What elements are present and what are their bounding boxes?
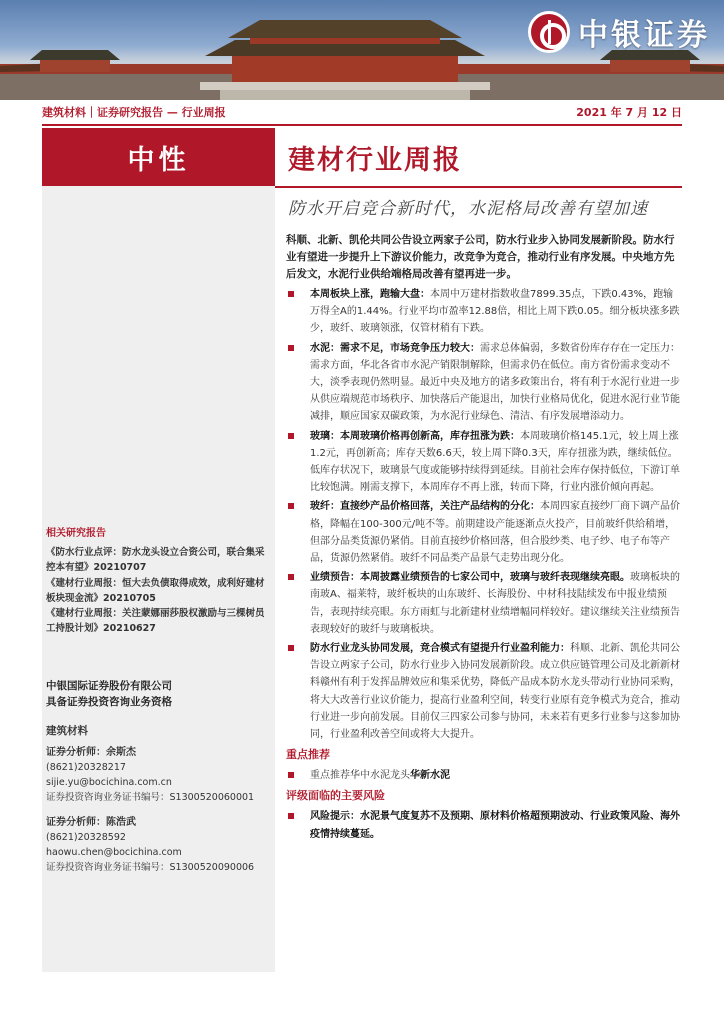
analyst-role: 证券分析师： xyxy=(46,817,106,828)
bullet-lead: 玻璃：本周玻璃价格再创新高，库存扭涨为跌： xyxy=(310,430,520,442)
research-link[interactable]: 《建材行业周报：恒大去负债取得成效，成利好建材板块现金流》20210705 xyxy=(46,577,265,604)
bullet-text: 本周四家直接纱厂商下调产品价格，降幅在100-300元/吨不等。前期建设产能逐渐点火投产，目前玻纤供给稍增，但部分品类货源仍紧俏。目前直接纱价格回落，但合股纱类、电子纱、电子布等产品，货源仍然紧俏。玻纤不同品类产品景气走势出现分化。 xyxy=(310,501,680,565)
related-research-heading: 相关研究报告 xyxy=(46,528,106,539)
risks-heading: 评级面临的主要风险 xyxy=(286,789,385,803)
page-title: 建材行业周报 xyxy=(288,145,462,176)
bullet-square-icon xyxy=(288,433,294,439)
bullet-item xyxy=(286,640,680,743)
risk-item xyxy=(286,808,680,842)
rating-badge: 中性 xyxy=(42,128,275,186)
bullet-square-icon xyxy=(288,772,294,778)
research-link[interactable]: 《防水行业点评：防水龙头设立合资公司，联合集采控本有望》20210707 xyxy=(46,547,265,574)
sector-label: 建筑材料 xyxy=(46,725,88,737)
bullet-item xyxy=(286,498,680,567)
analyst-role: 证券分析师： xyxy=(46,747,106,758)
company-info xyxy=(46,678,271,710)
bullet-text: 玻璃板块的南玻A、福莱特，玻纤板块的山东玻纤、长海股份、中材科技陆续发布中报业绩预告，表现持续亮眼。东方雨虹与北新建材业绩增幅同样较好。建议继续关注业绩预告表现较好的玻纤与玻璃板块。 xyxy=(310,572,680,635)
analyst-cert: 证券投资咨询业务证书编号：S1300520090006 xyxy=(46,862,255,873)
bullet-square-icon xyxy=(288,645,294,651)
header-banner-image xyxy=(0,0,724,100)
summary-paragraph: 科顺、北新、凯伦共同公告设立两家子公司，防水行业步入协同发展新阶段。防水行业有望进一步提升上下游议价能力，改竞争为竞合，推动行业有序发展。中央地方先后发文，水泥行业供给端格局改善有望再进一步。 xyxy=(286,234,675,280)
bullet-square-icon xyxy=(288,574,294,580)
brand-logo xyxy=(528,10,710,54)
bullet-lead: 业绩预告：本周披露业绩预告的七家公司中，玻璃与玻纤表现继续亮眼。 xyxy=(310,572,630,584)
bullet-lead: 水泥：需求不足，市场竞争压力较大： xyxy=(310,342,480,354)
related-research xyxy=(46,526,271,636)
bullet-lead: 本周板块上涨，跑输大盘： xyxy=(310,289,430,300)
risk-lead: 风险提示： xyxy=(310,811,360,823)
page-subtitle: 防水开启竞合新时代，水泥格局改善有望加速 xyxy=(288,199,648,219)
bullet-square-icon xyxy=(288,503,294,509)
bullet-square-icon xyxy=(288,291,294,297)
bullet-item xyxy=(286,569,680,638)
risk-text: 水泥景气度复苏不及预期、原材料价格超预期波动、行业政策风险、海外疫情持续蔓延。 xyxy=(310,811,680,840)
analyst-block xyxy=(46,724,271,875)
analyst-name: 余斯杰 xyxy=(106,747,136,758)
analyst-email[interactable]: haowu.chen@bocichina.com xyxy=(46,847,182,858)
report-date: 2021 年 7 月 12 日 xyxy=(576,106,682,119)
breadcrumb: 建筑材料｜证券研究报告 — 行业周报 xyxy=(42,106,226,119)
brand-name: 中银证券 xyxy=(578,18,710,53)
analyst-name-line xyxy=(46,815,271,830)
bullet-text: 需求总体偏弱，多数省份库存存在一定压力：需求方面，华北各省市水泥产销限制解除，但需求仍在低位。南方省份需求变动不大，淡季表现仍然明显。最近中央及地方的诸多政策出台，将有利于水泥行业进一步从供应端规范市场秩序、加快落后产能退出，加快行业格局优化，促进水泥行业节能减排，顺应国家双碳政策，为水泥行业绿色、清洁、有序发展增添动力。 xyxy=(310,342,680,423)
bullet-lead: 防水行业龙头协同发展，竞合模式有望提升行业盈利能力： xyxy=(310,643,570,655)
research-link[interactable]: 《建材行业周报：关注蒙娜丽莎股权激励与三棵树员工持股计划》20210627 xyxy=(46,608,265,635)
bullet-text: 科顺、北新、凯伦共同公告设立两家子公司，防水行业步入协同发展新阶段。成立供应链管理公司及北新新材料赣州有利于发挥品牌效应和集采优势，降低产品成本防水龙头带动行业协同采购，将大大改善行业议价能力，提高行业盈利空间，转变行业原有竞争模式为竞合，推动行业进一步向前发展。目前仅三四家公司参与协同，未来若有更多行业参与这参加协同，行业盈利改善空间或将大大提升。 xyxy=(310,643,680,741)
bank-of-china-emblem-icon xyxy=(528,11,570,53)
analyst-cert: 证券投资咨询业务证书编号：S1300520060001 xyxy=(46,792,255,803)
key-picks-heading: 重点推荐 xyxy=(286,748,330,762)
key-pick-item xyxy=(286,767,680,784)
bullet-square-icon xyxy=(288,813,294,819)
bullet-item xyxy=(286,428,680,497)
bullet-lead: 玻纤：直接纱产品价格回落，关注产品结构的分化： xyxy=(310,501,540,513)
analyst-phone: (8621)20328217 xyxy=(46,762,126,773)
analyst-email[interactable]: sijie.yu@bocichina.com.cn xyxy=(46,777,172,788)
analyst-name-line xyxy=(46,745,271,760)
key-pick-stock: 华新水泥 xyxy=(410,770,450,782)
bullet-item xyxy=(286,286,680,338)
analyst-name: 陈浩武 xyxy=(106,817,136,828)
title-divider xyxy=(275,186,682,188)
bullet-item xyxy=(286,340,680,426)
bullet-text: 本周中万建材指数收盘7899.35点，下跌0.43%，跑输万得全A的1.44%。行业平均市盈率12.88倍，相比上周下跌0.05。细分板块涨多跌少，玻纤、玻璃领涨，仅管材稍有下跌。 xyxy=(310,289,680,335)
bullet-list xyxy=(286,286,680,845)
key-pick-lead: 重点推荐华中水泥龙头 xyxy=(310,770,410,782)
bullet-square-icon xyxy=(288,345,294,351)
bullet-text: 本周玻璃价格145.1元，较上周上涨1.2元，再创新高；库存天数6.6天，较上周下降0.3天，库存扭涨为跌，继续低位。低库存状况下，玻璃景气度或能够持续得到延续。目前社会库存保持低位，下游订单比较饱满。刚需支撑下，本周库存不再上涨，转而下降，行业内涨价倾向再起。 xyxy=(310,430,680,494)
company-qualification: 具备证券投资咨询业务资格 xyxy=(46,696,172,708)
company-name: 中银国际证券股份有限公司 xyxy=(46,680,172,692)
analyst-phone: (8621)20328592 xyxy=(46,832,126,843)
report-meta-bar xyxy=(42,100,682,126)
